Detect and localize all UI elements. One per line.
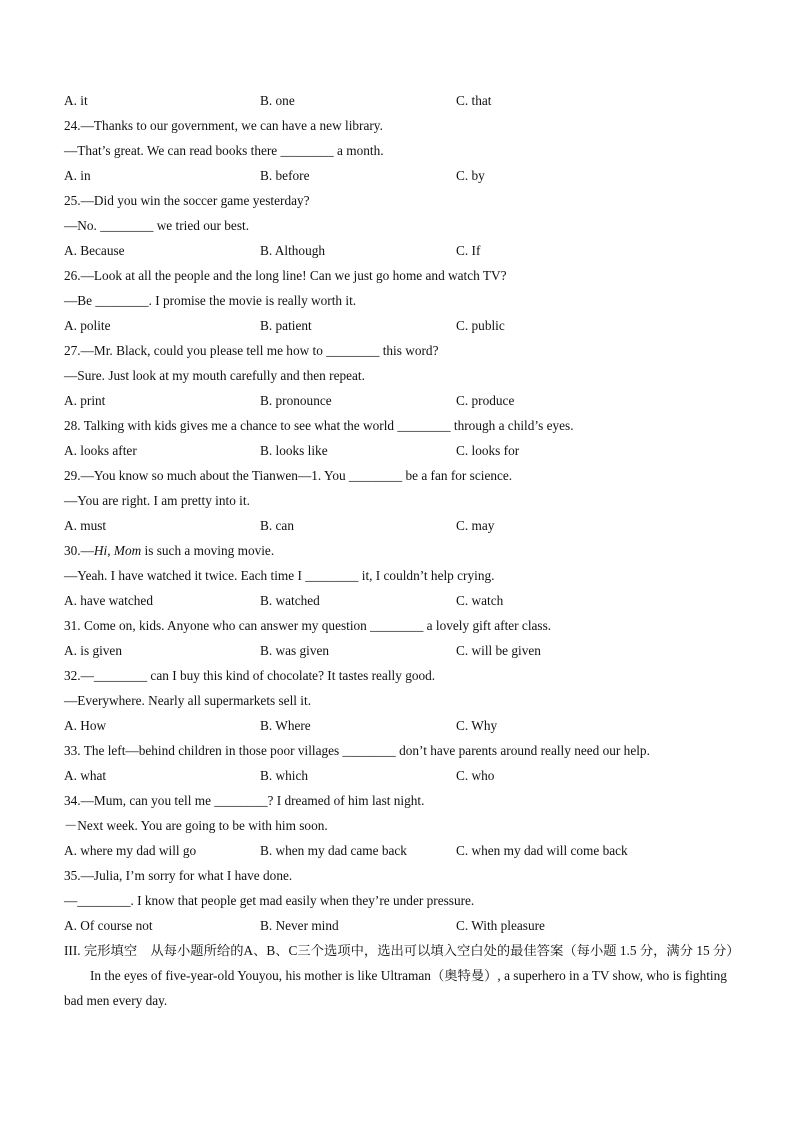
option-a: A. have watched (64, 593, 153, 608)
question-line: 33. The left—behind children in those poor villages ________ don’t have parents around really need our help. (64, 743, 650, 758)
question-line: 31. Come on, kids. Anyone who can answer my question ________ a lovely gift after class. (64, 618, 552, 633)
option-c: C. With pleasure (456, 918, 545, 933)
option-b: B. Never mind (260, 918, 339, 933)
option-b: B. patient (260, 318, 312, 333)
option-b: B. watched (260, 593, 320, 608)
option-b: B. Although (260, 243, 326, 258)
option-c: C. may (456, 518, 495, 533)
option-c: C. looks for (456, 443, 520, 458)
option-a: A. is given (64, 643, 122, 658)
answer-options (64, 638, 734, 663)
option-a: A. looks after (64, 443, 137, 458)
question-line: 32.—________ can I buy this kind of chocolate? It tastes really good. (64, 668, 436, 683)
option-a: A. polite (64, 318, 111, 333)
question-text: is such a moving movie. (141, 543, 275, 558)
question-line: —You are right. I am pretty into it. (64, 493, 250, 508)
answer-options (64, 313, 734, 338)
option-b: B. one (260, 93, 295, 108)
question-line: 28. Talking with kids gives me a chance to see what the world ________ through a child’s eyes. (64, 418, 574, 433)
option-c: C. that (456, 93, 492, 108)
question-list (64, 88, 734, 938)
question-line: 26.—Look at all the people and the long line! Can we just go home and watch TV? (64, 268, 507, 283)
option-c: C. will be given (456, 643, 541, 658)
option-a: A. where my dad will go (64, 843, 197, 858)
option-b: B. looks like (260, 443, 328, 458)
option-b: B. which (260, 768, 309, 783)
option-a: A. must (64, 518, 107, 533)
question-number: 30.— (64, 543, 94, 558)
answer-options (64, 913, 734, 938)
movie-title: Hi, Mom (93, 543, 142, 558)
question-line: 24.—Thanks to our government, we can have a new library. (64, 118, 383, 133)
answer-options (64, 88, 734, 113)
option-a: A. print (64, 393, 106, 408)
question-line: —Everywhere. Nearly all supermarkets sell it. (64, 693, 312, 708)
answer-options (64, 838, 734, 863)
question-line: —Sure. Just look at my mouth carefully and then repeat. (64, 368, 365, 383)
question-line: —________. I know that people get mad easily when they’re under pressure. (64, 893, 475, 908)
option-b: B. can (260, 518, 294, 533)
question-line: 34.—Mum, can you tell me ________? I dreamed of him last night. (64, 793, 425, 808)
option-c: C. when my dad will come back (456, 843, 628, 858)
section-heading: III. 完形填空 从每小题所给的A、B、C三个选项中，选出可以填入空白处的最佳答案（每小题 1.5 分，满分 15 分） (64, 943, 740, 958)
question-line: 29.—You know so much about the Tianwen—1. You ________ be a fan for science. (64, 468, 513, 483)
option-c: C. produce (456, 393, 515, 408)
question-line: —That’s great. We can read books there ________ a month. (64, 143, 384, 158)
answer-options (64, 438, 734, 463)
option-b: B. was given (260, 643, 330, 658)
option-a: A. How (64, 718, 107, 733)
option-c: C. Why (456, 718, 498, 733)
question-line: －Next week. You are going to be with him soon. (64, 818, 328, 833)
answer-options (64, 713, 734, 738)
option-b: B. pronounce (260, 393, 332, 408)
passage-paragraph: In the eyes of five-year-old Youyou, his mother is like Ultraman（奥特曼）, a superhero in a TV show, who is fighting bad men every day. (64, 968, 727, 1008)
option-a: A. in (64, 168, 91, 183)
answer-options (64, 238, 734, 263)
question-line (64, 538, 734, 563)
exam-page (64, 88, 740, 1013)
option-b: B. Where (260, 718, 311, 733)
option-a: A. Because (64, 243, 125, 258)
option-a: A. Of course not (64, 918, 153, 933)
answer-options (64, 163, 734, 188)
answer-options (64, 388, 734, 413)
question-line: —No. ________ we tried our best. (64, 218, 250, 233)
question-line: —Yeah. I have watched it twice. Each time I ________ it, I couldn’t help crying. (64, 568, 495, 583)
question-line: 35.—Julia, I’m sorry for what I have done. (64, 868, 293, 883)
question-line: 25.—Did you win the soccer game yesterday? (64, 193, 310, 208)
option-a: A. what (64, 768, 107, 783)
option-a: A. it (64, 93, 88, 108)
option-b: B. when my dad came back (260, 843, 407, 858)
option-b: B. before (260, 168, 310, 183)
option-c: C. If (456, 243, 481, 258)
option-c: C. by (456, 168, 485, 183)
answer-options (64, 513, 734, 538)
option-c: C. who (456, 768, 495, 783)
question-line: 27.—Mr. Black, could you please tell me how to ________ this word? (64, 343, 439, 358)
option-c: C. public (456, 318, 505, 333)
option-c: C. watch (456, 593, 504, 608)
answer-options (64, 763, 734, 788)
answer-options (64, 588, 734, 613)
question-line: —Be ________. I promise the movie is really worth it. (64, 293, 357, 308)
